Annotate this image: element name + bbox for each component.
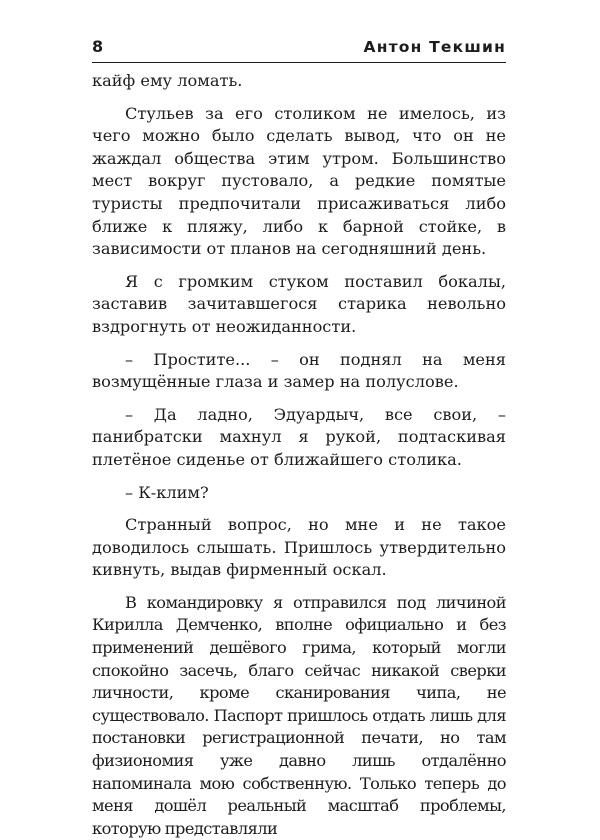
paragraph-continuation: кайф ему ломать.	[92, 71, 243, 90]
dialogue-paragraph: – К-клим?	[125, 482, 209, 502]
running-title: Антон Текшин	[363, 38, 506, 56]
paragraph: Странный вопрос, но мне и не такое доводилось слышать. Пришлось утвердительно кивнуть, выдав фирменный оскал.	[92, 515, 506, 580]
dialogue-paragraph: – Да ладно, Эдуардыч, все свои, – панибратски махнул я рукой, подтаскивая плетёное сиденье от ближайшего столика.	[92, 404, 506, 469]
body-text	[92, 70, 506, 840]
paragraph: В командировку я отправился под личиной Кирилла Демченко, вполне официально и без применений дешёвого грима, который могли спокойно засечь, благо сейчас никакой сверки личности, кроме сканирования чипа, не существовало. Паспорт пришлось отдать лишь для постановки регистрационной печати, но там физиономия уже давно лишь отдалённо напоминала мою собственную. Только теперь до меня дошёл реальный масштаб проблемы, которую представляли	[92, 592, 506, 838]
header-rule	[92, 62, 506, 63]
dialogue-paragraph: – Простите... – он поднял на меня возмущённые глаза и замер на полуслове.	[92, 349, 506, 392]
paragraph: Стульев за его столиком не имелось, из чего можно было сделать вывод, что он не жаждал общества этим утром. Большинство мест вокруг пустовало, а редкие помятые туристы предпочитали присаживаться либо ближе к пляжу, либо к барной стойке, в зависимости от планов на сегодняшний день.	[92, 103, 506, 259]
page-header	[92, 37, 506, 59]
paragraph: Я с громким стуком поставил бокалы, заставив зачитавшегося старика невольно вздрогнуть от неожиданности.	[92, 271, 506, 336]
page-number: 8	[92, 37, 104, 56]
